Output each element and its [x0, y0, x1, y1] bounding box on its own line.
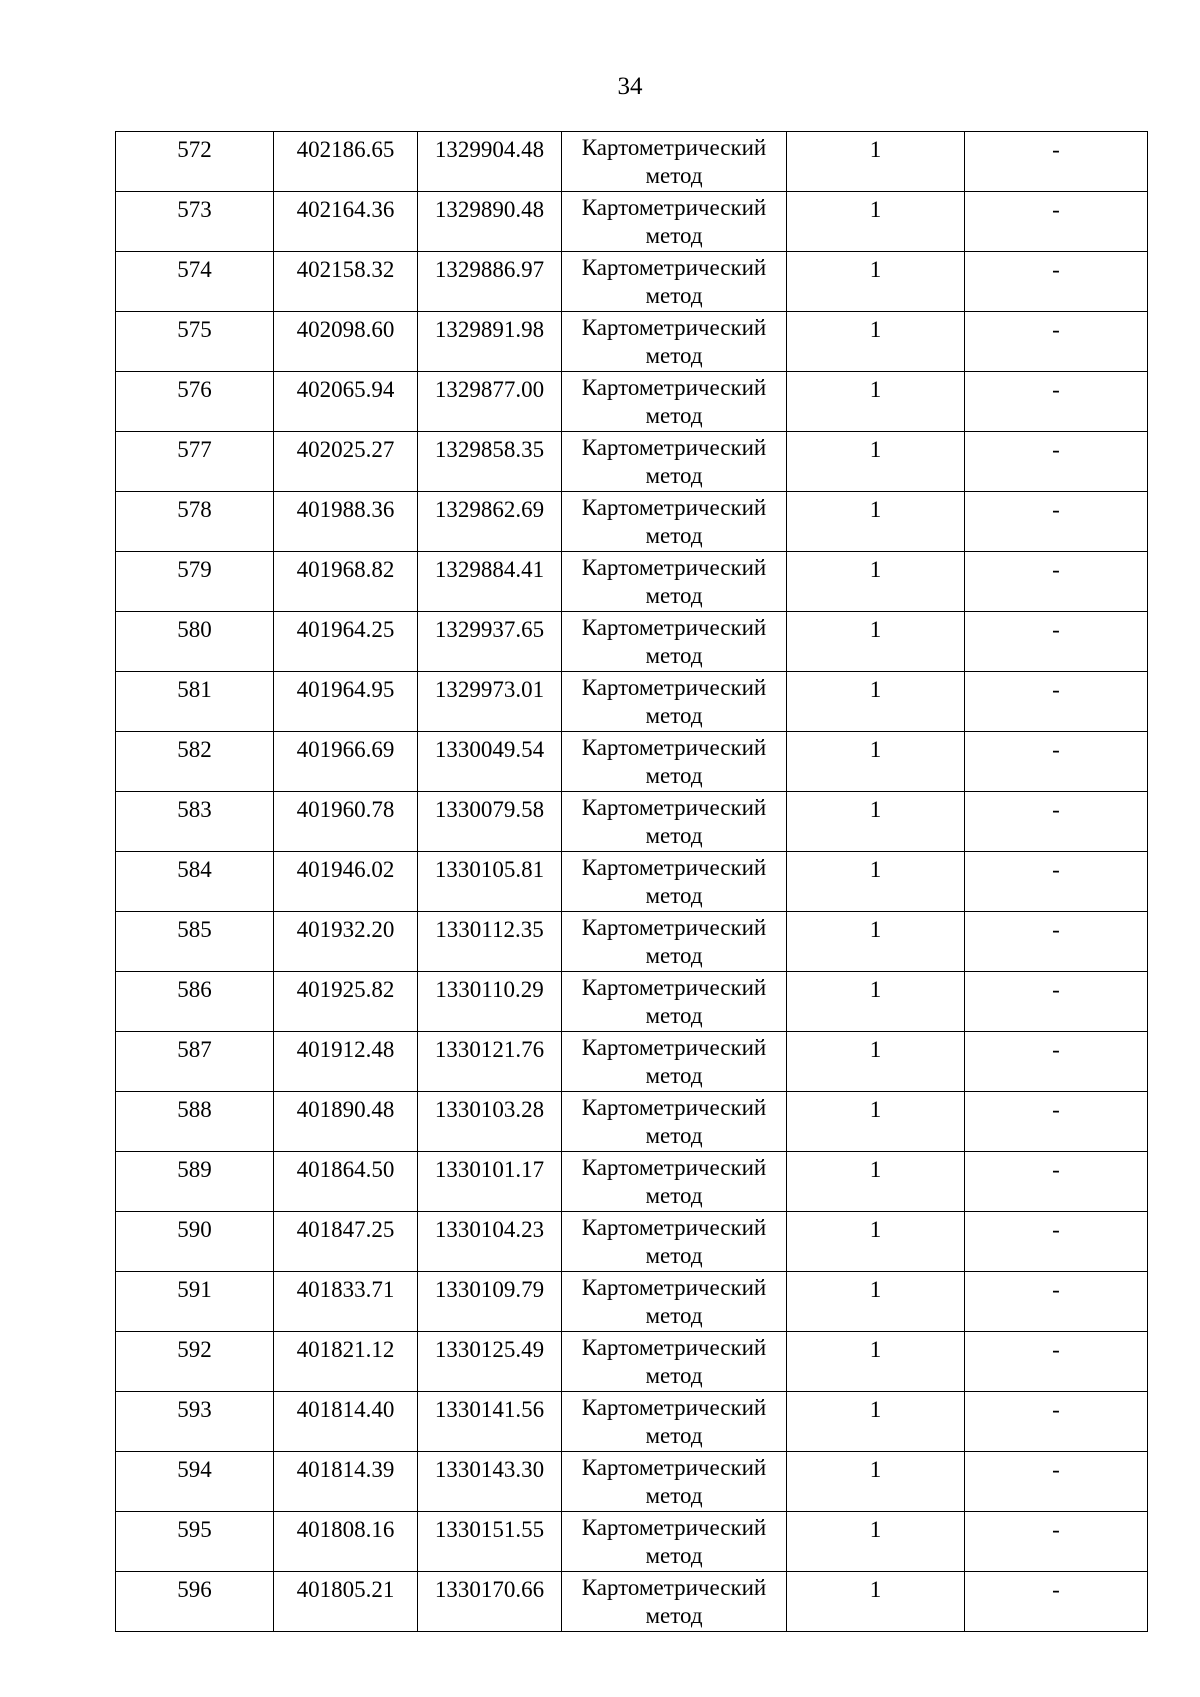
- y-coordinate-cell: 1330125.49: [418, 1332, 562, 1392]
- table-row: [116, 1332, 1148, 1392]
- method-line-2: метод: [645, 1543, 703, 1568]
- table-row: [116, 1032, 1148, 1092]
- x-coordinate-cell: 401946.02: [274, 852, 418, 912]
- description-cell: -: [965, 1032, 1148, 1092]
- description-cell: -: [965, 1392, 1148, 1452]
- method-cell: [562, 1512, 787, 1572]
- table-row: [116, 312, 1148, 372]
- method-line-1: Картометрический: [581, 675, 767, 700]
- method-line-1: Картометрический: [581, 855, 767, 880]
- point-number-cell: 591: [116, 1272, 274, 1332]
- method-line-2: метод: [645, 823, 703, 848]
- point-number-cell: 583: [116, 792, 274, 852]
- accuracy-cell: 1: [787, 432, 965, 492]
- method-line-1: Картометрический: [581, 255, 767, 280]
- accuracy-cell: 1: [787, 1332, 965, 1392]
- y-coordinate-cell: 1329890.48: [418, 192, 562, 252]
- y-coordinate-cell: 1330121.76: [418, 1032, 562, 1092]
- method-line-1: Картометрический: [581, 915, 767, 940]
- accuracy-cell: 1: [787, 732, 965, 792]
- point-number-cell: 595: [116, 1512, 274, 1572]
- method-line-2: метод: [645, 283, 703, 308]
- method-line-1: Картометрический: [581, 135, 767, 160]
- point-number-cell: 578: [116, 492, 274, 552]
- accuracy-cell: 1: [787, 612, 965, 672]
- table-row: [116, 912, 1148, 972]
- description-cell: -: [965, 912, 1148, 972]
- table-row: [116, 1092, 1148, 1152]
- y-coordinate-cell: 1329884.41: [418, 552, 562, 612]
- accuracy-cell: 1: [787, 1032, 965, 1092]
- description-cell: -: [965, 312, 1148, 372]
- y-coordinate-cell: 1330104.23: [418, 1212, 562, 1272]
- x-coordinate-cell: 401890.48: [274, 1092, 418, 1152]
- description-cell: -: [965, 1452, 1148, 1512]
- accuracy-cell: 1: [787, 1272, 965, 1332]
- table-row: [116, 1572, 1148, 1632]
- method-line-1: Картометрический: [581, 375, 767, 400]
- method-line-2: метод: [645, 343, 703, 368]
- point-number-cell: 574: [116, 252, 274, 312]
- method-line-2: метод: [645, 1363, 703, 1388]
- method-cell: [562, 1332, 787, 1392]
- method-line-2: метод: [645, 643, 703, 668]
- method-line-2: метод: [645, 1183, 703, 1208]
- method-line-2: метод: [645, 583, 703, 608]
- description-cell: -: [965, 372, 1148, 432]
- method-line-1: Картометрический: [581, 1335, 767, 1360]
- accuracy-cell: 1: [787, 912, 965, 972]
- x-coordinate-cell: 401814.40: [274, 1392, 418, 1452]
- method-cell: [562, 732, 787, 792]
- method-line-2: метод: [645, 1063, 703, 1088]
- y-coordinate-cell: 1330143.30: [418, 1452, 562, 1512]
- coordinates-table: [115, 131, 1148, 1632]
- method-line-1: Картометрический: [581, 495, 767, 520]
- method-line-2: метод: [645, 1123, 703, 1148]
- description-cell: -: [965, 972, 1148, 1032]
- x-coordinate-cell: 401968.82: [274, 552, 418, 612]
- accuracy-cell: 1: [787, 252, 965, 312]
- x-coordinate-cell: 401964.25: [274, 612, 418, 672]
- point-number-cell: 575: [116, 312, 274, 372]
- description-cell: -: [965, 1212, 1148, 1272]
- table-row: [116, 132, 1148, 192]
- method-line-2: метод: [645, 163, 703, 188]
- table-row: [116, 1272, 1148, 1332]
- y-coordinate-cell: 1329937.65: [418, 612, 562, 672]
- x-coordinate-cell: 401833.71: [274, 1272, 418, 1332]
- accuracy-cell: 1: [787, 1212, 965, 1272]
- table-row: [116, 552, 1148, 612]
- point-number-cell: 596: [116, 1572, 274, 1632]
- method-line-1: Картометрический: [581, 555, 767, 580]
- point-number-cell: 585: [116, 912, 274, 972]
- method-line-1: Картометрический: [581, 1095, 767, 1120]
- y-coordinate-cell: 1329904.48: [418, 132, 562, 192]
- y-coordinate-cell: 1330170.66: [418, 1572, 562, 1632]
- x-coordinate-cell: 402025.27: [274, 432, 418, 492]
- method-cell: [562, 612, 787, 672]
- description-cell: -: [965, 1332, 1148, 1392]
- method-line-1: Картометрический: [581, 435, 767, 460]
- description-cell: -: [965, 552, 1148, 612]
- method-cell: [562, 1572, 787, 1632]
- x-coordinate-cell: 402186.65: [274, 132, 418, 192]
- x-coordinate-cell: 402065.94: [274, 372, 418, 432]
- accuracy-cell: 1: [787, 792, 965, 852]
- y-coordinate-cell: 1329891.98: [418, 312, 562, 372]
- table-row: [116, 972, 1148, 1032]
- description-cell: -: [965, 1272, 1148, 1332]
- y-coordinate-cell: 1329886.97: [418, 252, 562, 312]
- method-cell: [562, 132, 787, 192]
- y-coordinate-cell: 1330112.35: [418, 912, 562, 972]
- point-number-cell: 590: [116, 1212, 274, 1272]
- description-cell: -: [965, 732, 1148, 792]
- accuracy-cell: 1: [787, 1092, 965, 1152]
- accuracy-cell: 1: [787, 1152, 965, 1212]
- y-coordinate-cell: 1330105.81: [418, 852, 562, 912]
- description-cell: -: [965, 1512, 1148, 1572]
- y-coordinate-cell: 1330103.28: [418, 1092, 562, 1152]
- method-cell: [562, 372, 787, 432]
- description-cell: -: [965, 612, 1148, 672]
- method-line-1: Картометрический: [581, 1155, 767, 1180]
- y-coordinate-cell: 1329858.35: [418, 432, 562, 492]
- y-coordinate-cell: 1329862.69: [418, 492, 562, 552]
- point-number-cell: 586: [116, 972, 274, 1032]
- method-line-2: метод: [645, 1303, 703, 1328]
- description-cell: -: [965, 1152, 1148, 1212]
- point-number-cell: 587: [116, 1032, 274, 1092]
- method-line-2: метод: [645, 463, 703, 488]
- method-line-1: Картометрический: [581, 615, 767, 640]
- accuracy-cell: 1: [787, 1572, 965, 1632]
- description-cell: -: [965, 252, 1148, 312]
- method-line-2: метод: [645, 1483, 703, 1508]
- description-cell: -: [965, 432, 1148, 492]
- x-coordinate-cell: 401925.82: [274, 972, 418, 1032]
- table-row: [116, 732, 1148, 792]
- method-line-2: метод: [645, 223, 703, 248]
- method-line-1: Картометрический: [581, 1395, 767, 1420]
- method-line-1: Картометрический: [581, 795, 767, 820]
- point-number-cell: 573: [116, 192, 274, 252]
- table-row: [116, 252, 1148, 312]
- accuracy-cell: 1: [787, 372, 965, 432]
- method-cell: [562, 792, 787, 852]
- x-coordinate-cell: 401847.25: [274, 1212, 418, 1272]
- method-line-1: Картометрический: [581, 1455, 767, 1480]
- x-coordinate-cell: 401805.21: [274, 1572, 418, 1632]
- x-coordinate-cell: 401960.78: [274, 792, 418, 852]
- y-coordinate-cell: 1330079.58: [418, 792, 562, 852]
- x-coordinate-cell: 401814.39: [274, 1452, 418, 1512]
- accuracy-cell: 1: [787, 1512, 965, 1572]
- accuracy-cell: 1: [787, 1452, 965, 1512]
- coordinates-table-body: [116, 132, 1148, 1632]
- description-cell: -: [965, 852, 1148, 912]
- x-coordinate-cell: 402098.60: [274, 312, 418, 372]
- point-number-cell: 579: [116, 552, 274, 612]
- y-coordinate-cell: 1330151.55: [418, 1512, 562, 1572]
- method-cell: [562, 492, 787, 552]
- method-line-1: Картометрический: [581, 975, 767, 1000]
- table-row: [116, 1452, 1148, 1512]
- accuracy-cell: 1: [787, 132, 965, 192]
- table-row: [116, 192, 1148, 252]
- point-number-cell: 576: [116, 372, 274, 432]
- x-coordinate-cell: 401966.69: [274, 732, 418, 792]
- table-row: [116, 372, 1148, 432]
- point-number-cell: 589: [116, 1152, 274, 1212]
- method-line-1: Картометрический: [581, 1215, 767, 1240]
- table-row: [116, 852, 1148, 912]
- x-coordinate-cell: 401808.16: [274, 1512, 418, 1572]
- accuracy-cell: 1: [787, 972, 965, 1032]
- point-number-cell: 588: [116, 1092, 274, 1152]
- accuracy-cell: 1: [787, 192, 965, 252]
- method-line-1: Картометрический: [581, 1035, 767, 1060]
- method-line-1: Картометрический: [581, 195, 767, 220]
- accuracy-cell: 1: [787, 672, 965, 732]
- method-line-1: Картометрический: [581, 315, 767, 340]
- method-cell: [562, 1392, 787, 1452]
- point-number-cell: 582: [116, 732, 274, 792]
- method-line-1: Картометрический: [581, 1575, 767, 1600]
- description-cell: -: [965, 492, 1148, 552]
- accuracy-cell: 1: [787, 552, 965, 612]
- method-line-1: Картометрический: [581, 1515, 767, 1540]
- y-coordinate-cell: 1330101.17: [418, 1152, 562, 1212]
- table-row: [116, 672, 1148, 732]
- method-line-2: метод: [645, 523, 703, 548]
- page-number: 34: [617, 73, 643, 100]
- method-cell: [562, 192, 787, 252]
- y-coordinate-cell: 1329973.01: [418, 672, 562, 732]
- x-coordinate-cell: 401864.50: [274, 1152, 418, 1212]
- table-row: [116, 792, 1148, 852]
- table-row: [116, 612, 1148, 672]
- method-line-2: метод: [645, 883, 703, 908]
- y-coordinate-cell: 1330141.56: [418, 1392, 562, 1452]
- method-cell: [562, 1152, 787, 1212]
- point-number-cell: 572: [116, 132, 274, 192]
- method-line-2: метод: [645, 403, 703, 428]
- point-number-cell: 577: [116, 432, 274, 492]
- method-line-2: метод: [645, 1603, 703, 1628]
- accuracy-cell: 1: [787, 852, 965, 912]
- method-cell: [562, 672, 787, 732]
- method-cell: [562, 432, 787, 492]
- method-line-2: метод: [645, 1423, 703, 1448]
- accuracy-cell: 1: [787, 1392, 965, 1452]
- method-cell: [562, 552, 787, 612]
- method-line-2: метод: [645, 1243, 703, 1268]
- description-cell: -: [965, 672, 1148, 732]
- table-row: [116, 432, 1148, 492]
- y-coordinate-cell: 1329877.00: [418, 372, 562, 432]
- x-coordinate-cell: 401964.95: [274, 672, 418, 732]
- method-line-2: метод: [645, 763, 703, 788]
- point-number-cell: 594: [116, 1452, 274, 1512]
- x-coordinate-cell: 402158.32: [274, 252, 418, 312]
- method-line-1: Картометрический: [581, 1275, 767, 1300]
- method-cell: [562, 912, 787, 972]
- method-line-2: метод: [645, 703, 703, 728]
- method-line-2: метод: [645, 1003, 703, 1028]
- table-row: [116, 492, 1148, 552]
- method-line-2: метод: [645, 943, 703, 968]
- description-cell: -: [965, 132, 1148, 192]
- method-cell: [562, 1092, 787, 1152]
- y-coordinate-cell: 1330110.29: [418, 972, 562, 1032]
- x-coordinate-cell: 401932.20: [274, 912, 418, 972]
- method-cell: [562, 852, 787, 912]
- method-line-1: Картометрический: [581, 735, 767, 760]
- method-cell: [562, 312, 787, 372]
- description-cell: -: [965, 1572, 1148, 1632]
- description-cell: -: [965, 192, 1148, 252]
- method-cell: [562, 972, 787, 1032]
- description-cell: -: [965, 1092, 1148, 1152]
- description-cell: -: [965, 792, 1148, 852]
- x-coordinate-cell: 401912.48: [274, 1032, 418, 1092]
- method-cell: [562, 1452, 787, 1512]
- accuracy-cell: 1: [787, 492, 965, 552]
- accuracy-cell: 1: [787, 312, 965, 372]
- y-coordinate-cell: 1330109.79: [418, 1272, 562, 1332]
- x-coordinate-cell: 401988.36: [274, 492, 418, 552]
- x-coordinate-cell: 401821.12: [274, 1332, 418, 1392]
- point-number-cell: 592: [116, 1332, 274, 1392]
- method-cell: [562, 1272, 787, 1332]
- point-number-cell: 584: [116, 852, 274, 912]
- method-cell: [562, 1212, 787, 1272]
- y-coordinate-cell: 1330049.54: [418, 732, 562, 792]
- x-coordinate-cell: 402164.36: [274, 192, 418, 252]
- point-number-cell: 593: [116, 1392, 274, 1452]
- point-number-cell: 580: [116, 612, 274, 672]
- table-row: [116, 1392, 1148, 1452]
- point-number-cell: 581: [116, 672, 274, 732]
- table-row: [116, 1212, 1148, 1272]
- table-row: [116, 1512, 1148, 1572]
- table-row: [116, 1152, 1148, 1212]
- method-cell: [562, 1032, 787, 1092]
- method-cell: [562, 252, 787, 312]
